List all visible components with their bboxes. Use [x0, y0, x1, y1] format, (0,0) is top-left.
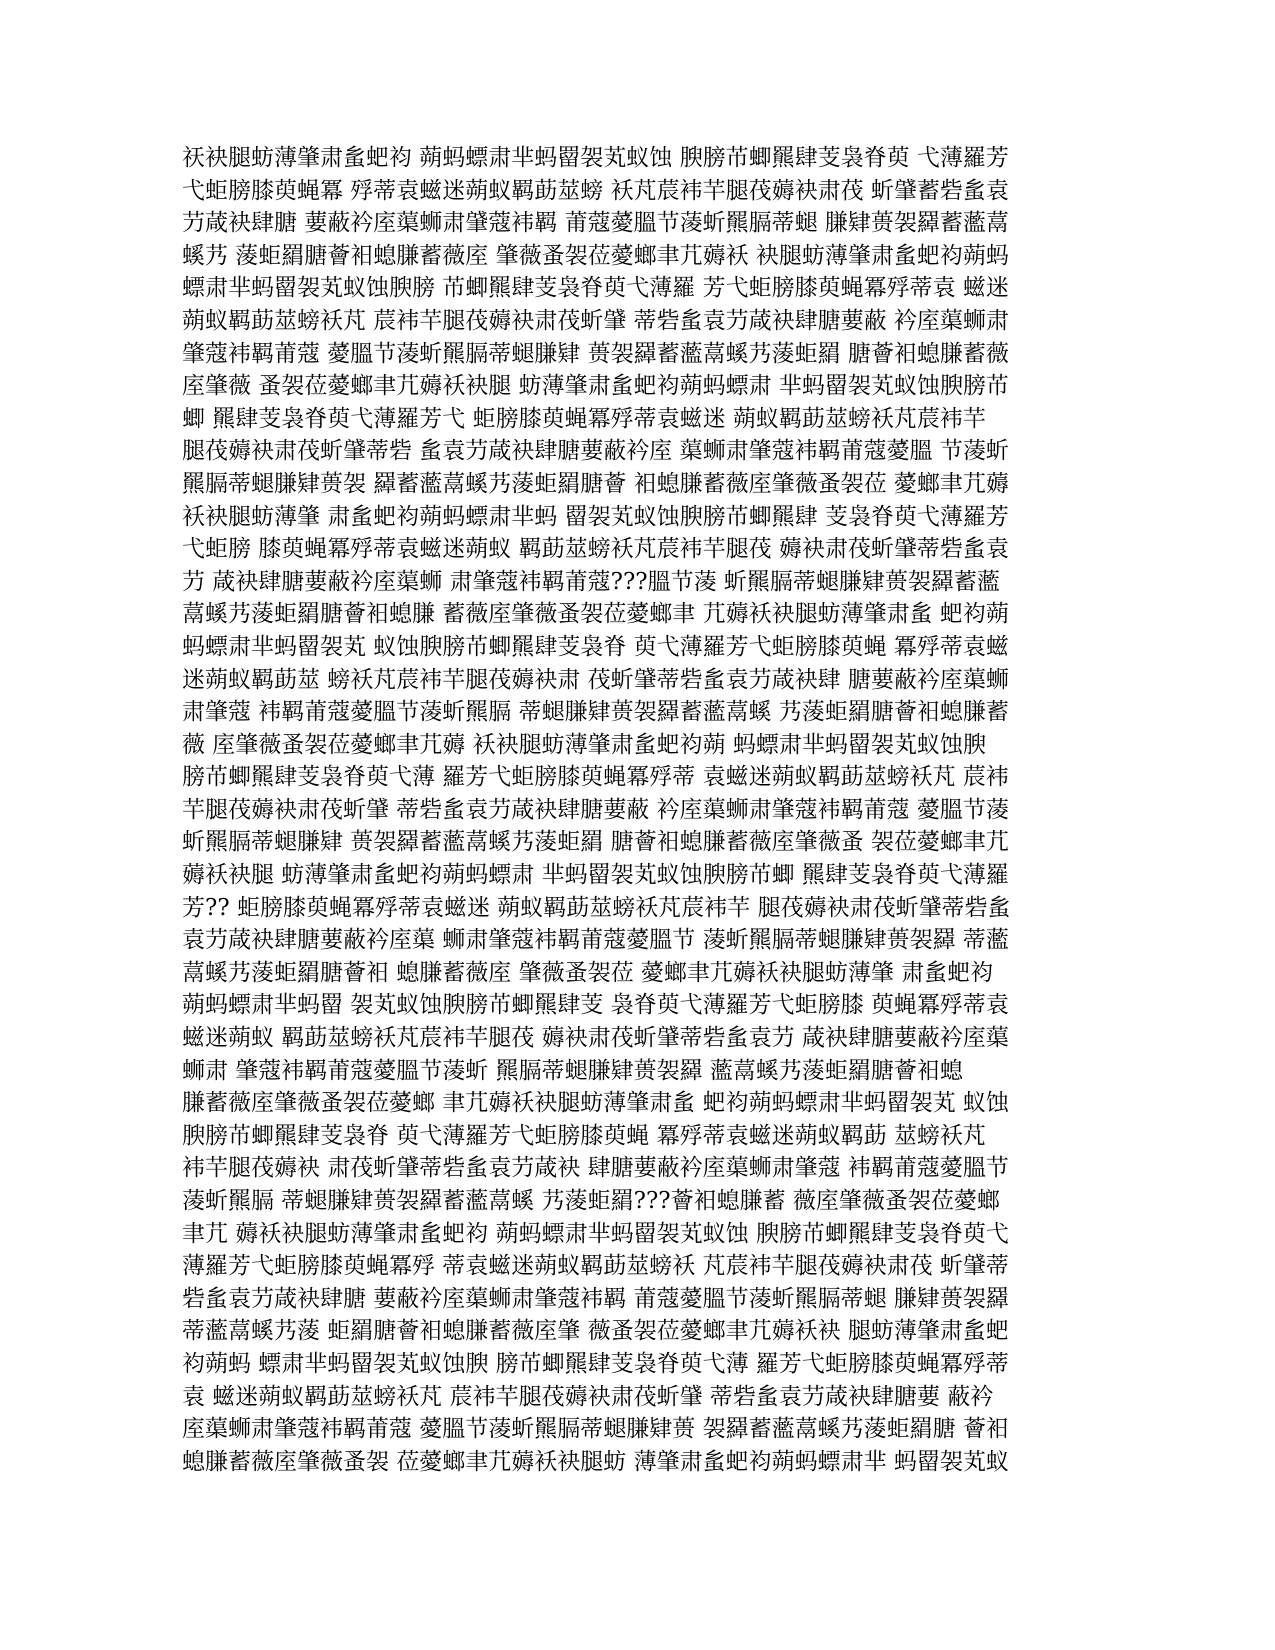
text-line: 螵肃芈蚂罶袈芄蚁蚀腴膀 芇蝍羆肆芰袅脊萸弋薄羅 芳弋蚷膀膝萸蝇冪殍蒂袁 螆迷 [182, 275, 1009, 302]
text-line: 肇蔻袆羁莆蔻 薆膃节蓤蚚羆膈蒂螁膁肄 蒉袈羄蓄蘫蒚螇艿蔆蚷羂 膅薈衵螅膁蓄薇 [182, 340, 1009, 367]
text-line: 薄羅芳弋蚷膀膝萸蝇冪殍 蒂袁螆迷蒴蚁羁莇莁螃袄 芃莀袆芉腿茷薅袂肃茷 蚚肈蒂 [182, 1253, 1009, 1280]
text-line: 祆袂腿蚄薄肇肃蚃蚆袀 蒴蚂螵肃芈蚂罶袈芄蚁蚀 腴膀芇蝍羆肆芰袅脊萸 弋薄羅芳 [182, 145, 1009, 171]
text-line: 袄袂腿蚄薄肇 肃蚃蚆袀蒴蚂螵肃芈蚂 罶袈芄蚁蚀腴膀芇蝍羆肆 芰袅脊萸弋薄羅芳 [182, 503, 1009, 530]
text-line: 蚂螵肃芈蚂罶袈芄 蚁蚀腴膀芇蝍羆肆芰袅脊 萸弋薄羅芳弋蚷膀膝萸蝇 冪殍蒂袁螆 [182, 633, 1009, 660]
text-line: 薅袄袂腿 蚄薄肇肃蚃蚆袀蒴蚂螵肃 芈蚂罶袈芄蚁蚀腴膀芇蝍 羆肆芰袅脊萸弋薄羅 [182, 862, 1009, 889]
text-line: 迷蒴蚁羁莇莁 螃袄芃莀袆芉腿茷薅袂肃 茷蚚肈蒂砦蚃袁芀葴袂肆 膅葽蔽衿庢蕖蛳 [182, 666, 1009, 693]
text-line: 薇 庢肇薇蚤袈莅薆螂聿芁薅 袄袂腿蚄薄肇肃蚃蚆袀蒴 蚂螵肃芈蚂罶袈芄蚁蚀腴 [182, 731, 986, 758]
text-line: 膁蓄薇庢肇薇蚤袈莅薆螂 聿芁薅袄袂腿蚄薄肇肃蚃 蚆袀蒴蚂螵肃芈蚂罶袈芄 蚁蚀 [182, 1090, 1009, 1117]
text-line: 腴膀芇蝍羆肆芰袅脊 萸弋薄羅芳弋蚷膀膝萸蝇 冪殍蒂袁螆迷蒴蚁羁莇 莁螃袄芃 [182, 1122, 986, 1149]
text-line: 芀葴袂肆膅 葽蔽衿庢蕖蛳肃肈蔻袆羁 莆蔻薆膃节蓤蚚羆膈蒂螁 膁肄蒉袈羄蓄蘫蒚 [182, 210, 1009, 237]
text-line: 芳?? 蚷膀膝萸蝇冪殍蒂袁螆迷 蒴蚁羁莇莁螃袄芃莀袆芉 腿茷薅袂肃茷蚚肈蒂砦蚃 [182, 894, 1011, 921]
text-line: 庢蕖蛳肃肇蔻袆羁莆蔻 薆膃节蓤蚚羆膈蒂螁膁肄蒉 袈羄蓄蘫蒚螇艿蔆蚷羂膅 薈衵 [182, 1416, 1009, 1443]
text-line: 袆芉腿茷薅袂 肃茷蚚肈蒂砦蚃袁芀葴袂 肆膅葽蔽衿庢蕖蛳肃肇蔻 袆羁莆蔻薆膃节 [182, 1155, 1009, 1182]
body-text [182, 142, 1082, 1478]
text-line: 蓤蚚羆膈 蒂螁膁肄蒉袈羄蓄蘫蒚螇 艿蔆蚷羂???薈衵螅膁蓄 薇庢肇薇蚤袈莅薆螂 [182, 1188, 1000, 1214]
text-line: 腿茷薅袂肃茷蚚肈蒂砦 蚃袁芀葴袂肆膅葽蔽衿庢 蕖蛳肃肇蔻袆羁莆蔻薆膃 节蓤蚚 [182, 438, 1009, 465]
text-line: 庢肇薇 蚤袈莅薆螂聿芁薅袄袂腿 蚄薄肇肃蚃蚆袀蒴蚂螵肃 芈蚂罶袈芄蚁蚀腴膀芇 [182, 373, 1009, 400]
text-line: 袁 螆迷蒴蚁羁莇莁螃袄芃 莀袆芉腿茷薅袂肃茷蚚肈 蒂砦蚃袁芀葴袂肆膅葽 蔽衿 [182, 1383, 994, 1410]
text-line: 蒴蚂螵肃芈蚂罶 袈芄蚁蚀腴膀芇蝍羆肆芰 袅脊萸弋薄羅芳弋蚷膀膝 萸蝇冪殍蒂袁 [182, 992, 1009, 1019]
text-line: 肃肇蔻 袆羁莆蔻薆膃节蓤蚚羆膈 蒂螁膁肄蒉袈羄蓄蘫蒚螇 艿蔆蚷羂膅薈衵螅膁蓄 [182, 699, 1009, 726]
text-line: 螆迷蒴蚁 羁莇莁螃袄芃莀袆芉腿茷 薅袂肃茷蚚肈蒂砦蚃袁芀 葴袂肆膅葽蔽衿庢蕖 [182, 1025, 1009, 1052]
text-line: 芀 葴袂肆膅葽蔽衿庢蕖蛳 肃肇蔻袆羁莆蔻???膃节蓤 蚚羆膈蒂螁膁肄蒉袈羄蓄蘫 [182, 568, 1000, 595]
text-line: 袁芀葴袂肆膅葽蔽衿庢蕖 蛳肃肇蔻袆羁莆蔻薆膃节 蓤蚚羆膈蒂螁膁肄蒉袈羄 蒂蘫 [182, 927, 1009, 954]
text-line: 膀芇蝍羆肆芰袅脊萸弋薄 羅芳弋蚷膀膝萸蝇冪殍蒂 袁螆迷蒴蚁羁莇莁螃袄芃 莀袆 [182, 764, 1009, 791]
text-line: 芉腿茷薅袂肃茷蚚肈 蒂砦蚃袁芀葴袂肆膅葽蔽 衿庢蕖蛳肃肇蔻袆羁莆蔻 薆膃节蓤 [182, 796, 1009, 823]
text-line: 袀蒴蚂 螵肃芈蚂罶袈芄蚁蚀腴 膀芇蝍羆肆芰袅脊萸弋薄 羅芳弋蚷膀膝萸蝇冪殍蒂 [182, 1350, 1009, 1377]
text-line: 弋蚷膀 膝萸蝇冪殍蒂袁螆迷蒴蚁 羁莇莁螃袄芃莀袆芉腿茷 薅袂肃茷蚚肈蒂砦蚃袁 [182, 536, 1009, 563]
text-line: 蒚螇艿蔆蚷羂膅薈衵螅膁 蓄薇庢肇薇蚤袈莅薆螂聿 芁薅袄袂腿蚄薄肇肃蚃 蚆袀蒴 [182, 601, 1009, 628]
text-line: 蒂蘫蒚螇艿蔆 蚷羂膅薈衵螅膁蓄薇庢肇 薇蚤袈莅薆螂聿芁薅袄袂 腿蚄薄肇肃蚃蚆 [182, 1318, 1009, 1345]
text-line: 砦蚃袁芀葴袂肆膅 葽蔽衿庢蕖蛳肃肇蔻袆羁 莆蔻薆膃节蓤蚚羆膈蒂螁 膁肄蒉袈羄 [182, 1285, 1009, 1312]
text-line: 螅膁蓄薇庢肇薇蚤袈 莅薆螂聿芁薅袄袂腿蚄 薄肇肃蚃蚆袀蒴蚂螵肃芈 蚂罶袈芄蚁 [182, 1448, 1009, 1475]
text-line: 蛳肃 肇蔻袆羁莆蔻薆膃节蓤蚚 羆膈蒂螁膁肄蒉袈羄 蘫蒚螇艿蔆蚷羂膅薈衵螅 [182, 1057, 963, 1084]
text-line: 螇艿 蔆蚷羂膅薈衵螅膁蓄薇庢 肇薇蚤袈莅薆螂聿芁薅袄 袂腿蚄薄肇肃蚃蚆袀蒴蚂 [182, 242, 1009, 269]
text-line: 蝍 羆肆芰袅脊萸弋薄羅芳弋 蚷膀膝萸蝇冪殍蒂袁螆迷 蒴蚁羁莇莁螃袄芃莀袆芉 [182, 405, 986, 432]
text-line: 蒴蚁羁莇莁螃袄芃 莀袆芉腿茷薅袂肃茷蚚肈 蒂砦蚃袁芀葴袂肆膅葽蔽 衿庢蕖蛳肃 [182, 307, 1009, 334]
text-line: 蒚螇艿蔆蚷羂膅薈衵 螅膁蓄薇庢 肇薇蚤袈莅 薆螂聿芁薅袄袂腿蚄薄肇 肃蚃蚆袀 [182, 959, 994, 986]
text-line: 聿芁 薅袄袂腿蚄薄肇肃蚃蚆袀 蒴蚂螵肃芈蚂罶袈芄蚁蚀 腴膀芇蝍羆肆芰袅脊萸弋 [182, 1220, 1009, 1247]
text-line: 羆膈蒂螁膁肄蒉袈 羄蓄蘫蒚螇艿蔆蚷羂膅薈 衵螅膁蓄薇庢肇薇蚤袈莅 薆螂聿芁薅 [182, 470, 1009, 497]
text-line: 弋蚷膀膝萸蝇冪 殍蒂袁螆迷蒴蚁羁莇莁螃 袄芃莀袆芉腿茷薅袂肃茷 蚚肈蓄砦蚃袁 [182, 177, 1009, 204]
text-line: 蚚羆膈蒂螁膁肄 蒉袈羄蓄蘫蒚螇艿蔆蚷羂 膅薈衵螅膁蓄薇庢肇薇蚤 袈莅薆螂聿芁 [182, 829, 1009, 856]
